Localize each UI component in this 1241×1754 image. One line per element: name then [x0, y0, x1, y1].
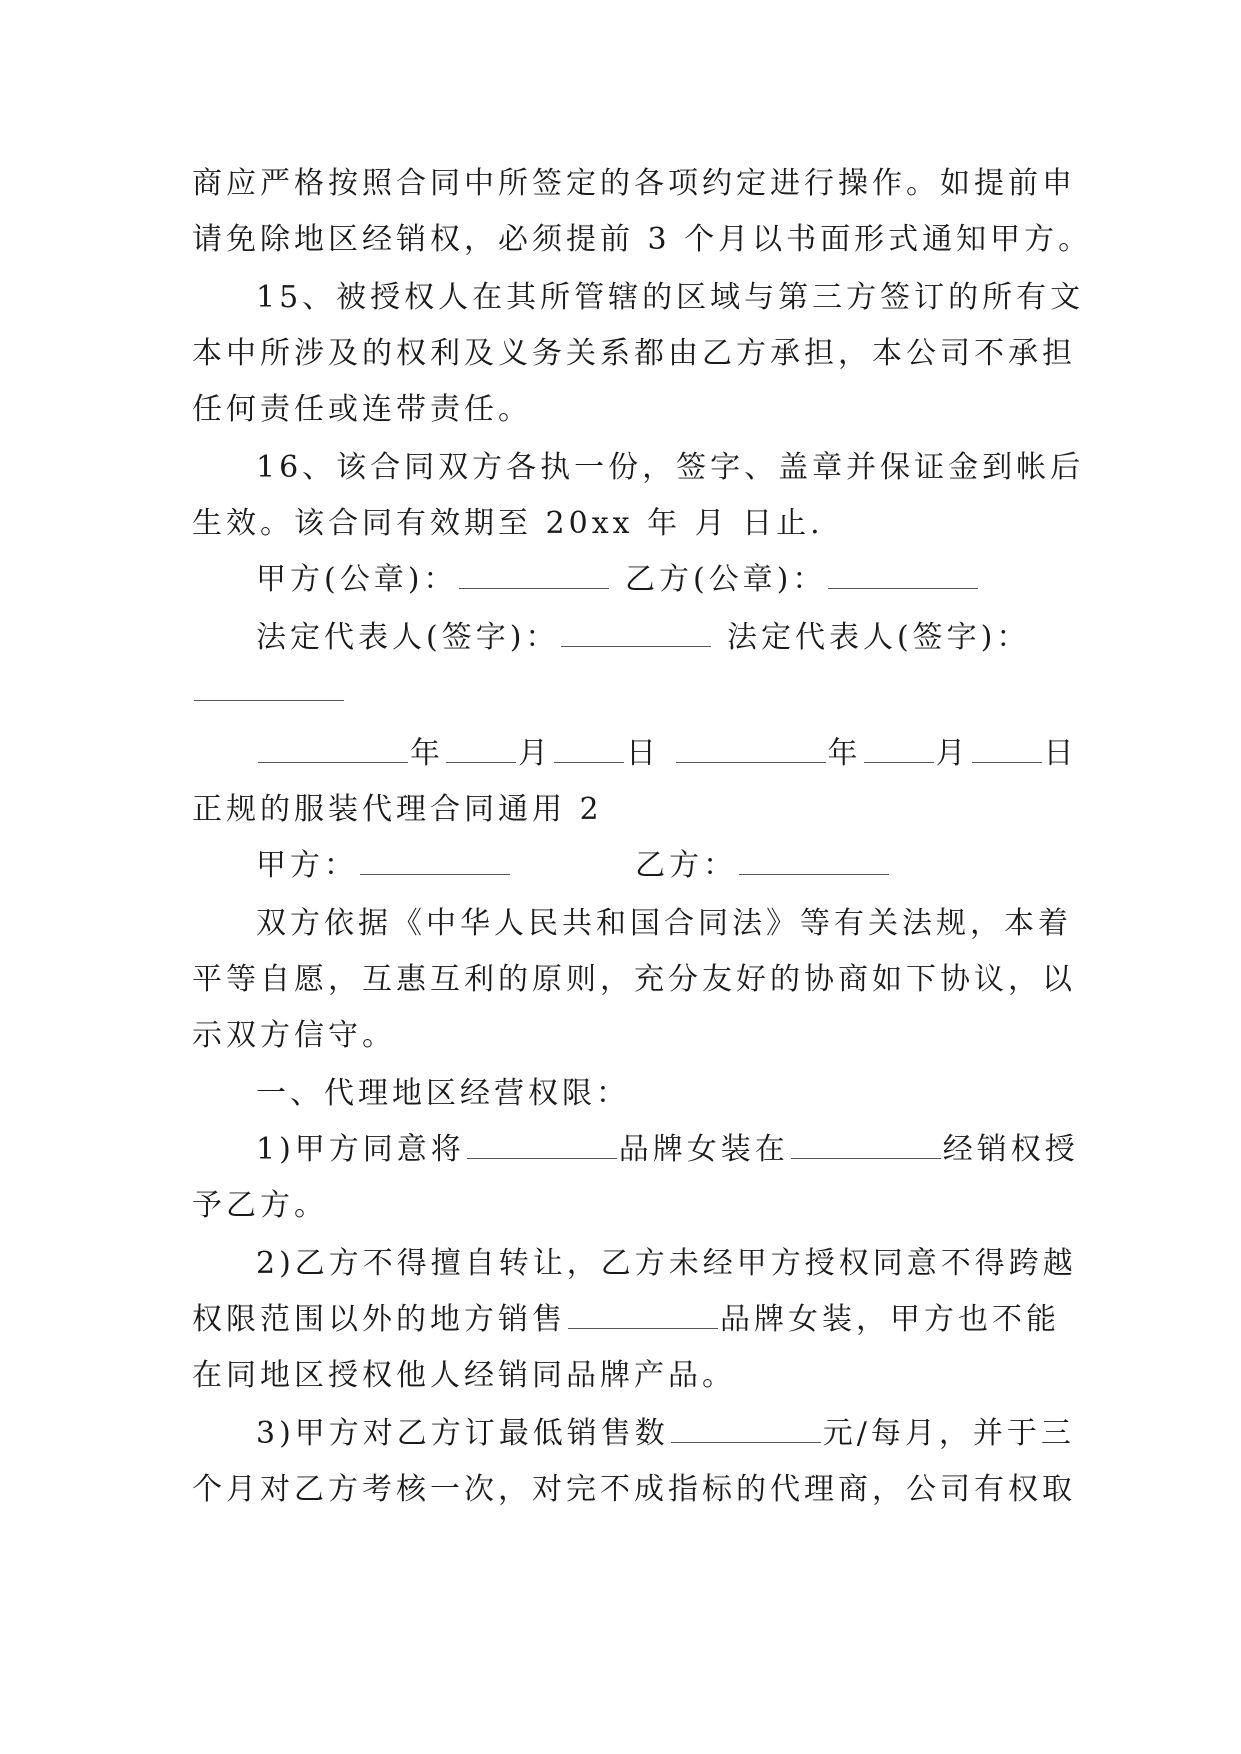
party-b-rep-blank: [194, 670, 344, 701]
seal-signature-line: [256, 556, 980, 604]
party-a-blank: [360, 844, 510, 875]
date-month-blank: [446, 732, 516, 763]
contract-title: 正规的服装代理合同通用 2: [192, 792, 603, 827]
date-day-blank: [972, 732, 1042, 763]
body-line: 任何责任或连带责任。: [192, 392, 532, 427]
item-3-line: [256, 1410, 1075, 1458]
date-month-label: 月: [518, 736, 552, 771]
body-line: 商应严格按照合同中所签定的各项约定进行操作。如提前申: [192, 166, 1076, 201]
item-2-text: 品牌女装，甲方也不能: [720, 1302, 1060, 1337]
date-year-blank: [676, 732, 826, 763]
brand-blank: [568, 1298, 718, 1329]
date-year-label: 年: [827, 736, 862, 771]
item-3-continued: 个月对乙方考核一次，对完不成指标的代理商，公司有权取: [192, 1472, 1076, 1507]
representative-signature-line: [256, 614, 1030, 662]
clause-16-line: 16、该合同双方各执一份，签字、盖章并保证金到帐后: [256, 450, 1085, 485]
brand-blank: [467, 1128, 617, 1159]
date-day-label: 日: [1043, 736, 1078, 771]
date-day-blank: [554, 732, 624, 763]
representative-continued-line: [192, 668, 346, 716]
party-b-seal-blank: [828, 558, 978, 589]
party-a-seal-blank: [459, 558, 609, 589]
region-blank: [791, 1128, 941, 1159]
item-2-continued: 在同地区授权他人经销同品牌产品。: [192, 1358, 736, 1393]
item-2-line: 2)乙方不得擅自转让，乙方未经甲方授权同意不得跨越: [256, 1246, 1077, 1281]
party-b-seal-label: 乙方(公章)：: [624, 562, 827, 597]
item-1-continued: 予乙方。: [192, 1188, 328, 1223]
party-b-label: 乙方：: [635, 848, 738, 883]
section-heading: 一、代理地区经营权限：: [256, 1076, 630, 1111]
item-3-text: 3)甲方对乙方订最低销售数: [256, 1416, 669, 1451]
party-a-rep-blank: [561, 616, 711, 647]
date-year-blank: [258, 732, 408, 763]
sales-amount-blank: [671, 1412, 821, 1443]
party-a-label: 甲方：: [256, 848, 358, 883]
item-1-line: [256, 1126, 1079, 1174]
preamble-line: 双方依据《中华人民共和国合同法》等有关法规，本着: [256, 906, 1072, 941]
item-2-text: 权限范围以外的地方销售: [192, 1302, 566, 1337]
date-month-blank: [864, 732, 934, 763]
item-2-continued: [192, 1296, 1060, 1344]
item-1-text: 品牌女装在: [618, 1132, 789, 1167]
party-a-seal-label: 甲方(公章)：: [256, 562, 458, 597]
item-3-text: 元/每月，并于三: [822, 1416, 1075, 1451]
date-year-label: 年: [410, 736, 444, 771]
date-line: [256, 730, 1078, 778]
party-b-blank: [739, 844, 889, 875]
body-line: 生效。该合同有效期至 20xx 年 月 日止.: [192, 506, 824, 541]
preamble-line: 平等自愿，互惠互利的原则，充分友好的协商如下协议，以: [192, 962, 1076, 997]
party-a-rep-label: 法定代表人(签字)：: [256, 620, 560, 655]
date-day-label: 日: [626, 736, 660, 771]
date-month-label: 月: [935, 736, 970, 771]
body-line: 本中所涉及的权利及义务关系都由乙方承担，本公司不承担: [192, 336, 1076, 371]
parties-line: [256, 842, 891, 890]
item-1-text: 经销权授: [942, 1132, 1079, 1167]
item-1-text: 1)甲方同意将: [256, 1132, 465, 1167]
body-line: 请免除地区经销权，必须提前 3 个月以书面形式通知甲方。: [192, 222, 1093, 257]
party-b-rep-label: 法定代表人(签字)：: [726, 620, 1031, 655]
preamble-line: 示双方信守。: [192, 1018, 396, 1053]
clause-15-line: 15、被授权人在其所管辖的区域与第三方签订的所有文: [256, 280, 1085, 315]
